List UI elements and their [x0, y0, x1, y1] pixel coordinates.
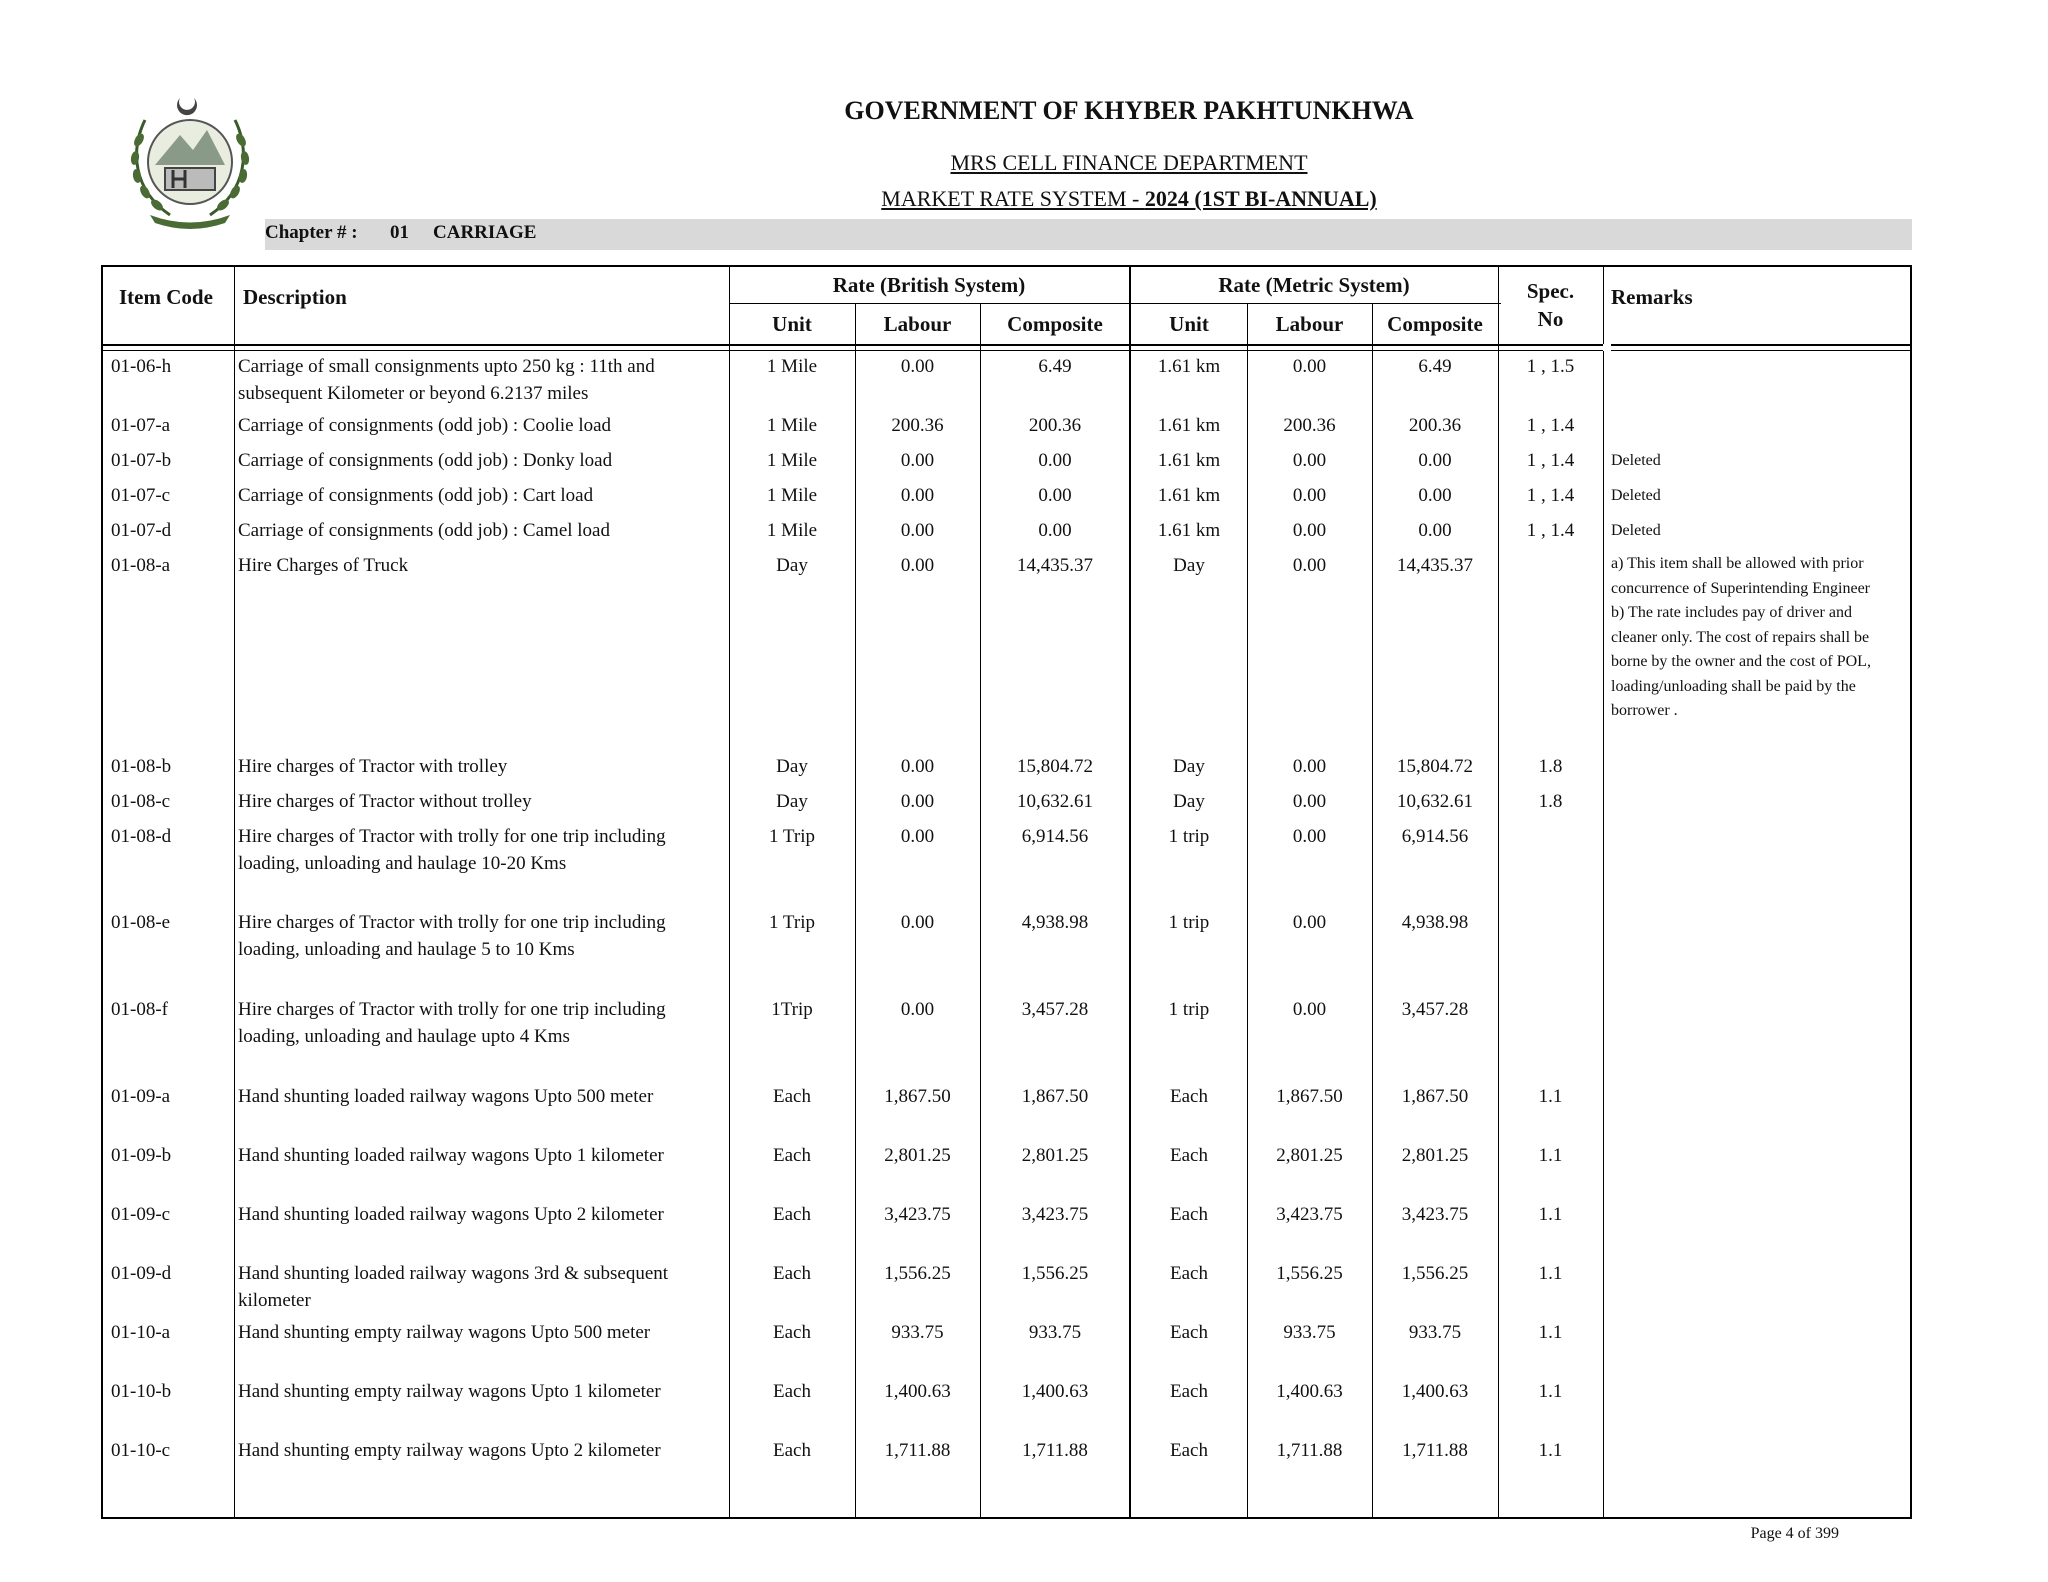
description-cell: Hand shunting loaded railway wagons Upto 2 kilometer	[238, 1204, 664, 1225]
metric-labour-cell: 1,711.88	[1276, 1440, 1343, 1461]
metric-composite-cell: 2,801.25	[1401, 1145, 1469, 1166]
metric-unit-cell: 1.61 km	[1157, 356, 1221, 377]
description-cell: Hand shunting loaded railway wagons Upto 500 meter	[238, 1086, 654, 1107]
spec-cell: 1.1	[1538, 1263, 1563, 1284]
item-code-cell: 01-08-f	[111, 999, 168, 1020]
page-number: Page 4 of 399	[1750, 1525, 1839, 1542]
british-labour-cell: 0.00	[900, 912, 935, 933]
british-labour-cell: 0.00	[900, 756, 935, 777]
metric-composite-cell: 6,914.56	[1401, 826, 1469, 847]
item-code-cell: 01-10-a	[111, 1322, 171, 1343]
metric-unit-cell: Day	[1173, 756, 1205, 777]
spec-cell: 1.1	[1538, 1440, 1563, 1461]
item-code-cell: 01-08-a	[111, 555, 171, 576]
british-labour-cell: 3,423.75	[884, 1204, 951, 1225]
metric-composite-cell: 10,632.61	[1397, 791, 1473, 812]
british-composite-cell: 2,801.25	[1021, 1145, 1089, 1166]
british-labour-cell: 1,400.63	[884, 1381, 951, 1402]
british-unit-cell: Each	[773, 1086, 811, 1107]
metric-composite-cell: 1,867.50	[1401, 1086, 1469, 1107]
metric-composite-cell: 4,938.98	[1401, 912, 1469, 933]
item-code-cell: 01-07-b	[111, 450, 172, 471]
metric-labour-cell: 933.75	[1283, 1322, 1336, 1343]
metric-labour-cell: 0.00	[1292, 555, 1327, 576]
metric-labour-cell: 1,400.63	[1276, 1381, 1343, 1402]
chapter-name: CARRIAGE	[433, 222, 537, 243]
british-composite-cell: 3,457.28	[1021, 999, 1089, 1020]
item-code-cell: 01-08-c	[111, 791, 171, 812]
col-british-rate: Rate (British System)	[832, 273, 1026, 297]
government-title: GOVERNMENT OF KHYBER PAKHTUNKHWA	[844, 96, 1414, 125]
col-british-composite: Composite	[1007, 312, 1103, 336]
british-labour-cell: 0.00	[900, 555, 935, 576]
remarks-cell: Deleted	[1611, 487, 1661, 504]
col-remarks: Remarks	[1611, 285, 1693, 309]
remarks-cell: Deleted	[1611, 452, 1661, 469]
spec-cell: 1 , 1.4	[1526, 415, 1575, 436]
metric-unit-cell: 1 trip	[1168, 999, 1210, 1020]
metric-composite-cell: 6.49	[1418, 356, 1452, 377]
british-composite-cell: 1,867.50	[1021, 1086, 1089, 1107]
description-cell: Hand shunting loaded railway wagons 3rd & subsequent kilometer	[238, 1263, 669, 1311]
british-composite-cell: 1,711.88	[1022, 1440, 1088, 1461]
col-metric-rate: Rate (Metric System)	[1218, 273, 1410, 297]
rates-table	[101, 265, 1912, 1519]
description-cell: Hire charges of Tractor with trolley	[238, 756, 508, 777]
spec-cell: 1.1	[1538, 1204, 1563, 1225]
metric-composite-cell: 0.00	[1418, 450, 1452, 471]
metric-unit-cell: Each	[1170, 1263, 1208, 1284]
british-labour-cell: 0.00	[900, 450, 935, 471]
description-cell: Carriage of small consignments upto 250 kg : 11th and subsequent Kilometer or beyond 6.2137 miles	[238, 356, 655, 404]
chapter-heading	[265, 222, 536, 244]
item-code-cell: 01-07-d	[111, 520, 172, 541]
british-labour-cell: 2,801.25	[884, 1145, 951, 1166]
spec-cell: 1.1	[1538, 1086, 1563, 1107]
item-code-cell: 01-09-b	[111, 1145, 172, 1166]
metric-labour-cell: 0.00	[1292, 912, 1327, 933]
description-cell: Carriage of consignments (odd job) : Cart load	[238, 485, 594, 506]
spec-cell: 1 , 1.5	[1526, 356, 1575, 377]
british-unit-cell: Day	[776, 756, 808, 777]
british-unit-cell: 1 Trip	[769, 826, 815, 847]
metric-labour-cell: 2,801.25	[1276, 1145, 1343, 1166]
british-labour-cell: 933.75	[891, 1322, 944, 1343]
metric-composite-cell: 200.36	[1408, 415, 1462, 436]
description-cell: Hire charges of Tractor without trolley	[238, 791, 532, 812]
description-cell: Hand shunting empty railway wagons Upto 500 meter	[238, 1322, 651, 1343]
british-unit-cell: Each	[773, 1204, 811, 1225]
item-code-cell: 01-10-c	[111, 1440, 171, 1461]
metric-labour-cell: 0.00	[1292, 756, 1327, 777]
col-metric-composite: Composite	[1387, 312, 1483, 336]
department-title: MRS CELL FINANCE DEPARTMENT	[950, 150, 1308, 175]
metric-unit-cell: Each	[1170, 1086, 1208, 1107]
system-period: 2024 (1ST BI-ANNUAL)	[1144, 186, 1377, 211]
british-labour-cell: 1,556.25	[884, 1263, 951, 1284]
british-labour-cell: 0.00	[900, 826, 935, 847]
item-code-cell: 01-10-b	[111, 1381, 172, 1402]
british-unit-cell: Each	[773, 1322, 811, 1343]
british-composite-cell: 15,804.72	[1017, 756, 1093, 777]
item-code-cell: 01-09-a	[111, 1086, 171, 1107]
metric-labour-cell: 1,556.25	[1276, 1263, 1343, 1284]
british-composite-cell: 0.00	[1038, 485, 1072, 506]
british-composite-cell: 1,400.63	[1021, 1381, 1089, 1402]
item-code-cell: 01-09-d	[111, 1263, 172, 1284]
col-description: Description	[243, 285, 347, 309]
british-unit-cell: 1 Mile	[766, 356, 818, 377]
metric-labour-cell: 1,867.50	[1276, 1086, 1343, 1107]
description-cell: Hand shunting empty railway wagons Upto 2 kilometer	[238, 1440, 661, 1461]
metric-unit-cell: Day	[1173, 791, 1205, 812]
british-unit-cell: Day	[776, 791, 808, 812]
metric-unit-cell: Each	[1170, 1381, 1208, 1402]
british-composite-cell: 1,556.25	[1021, 1263, 1089, 1284]
description-cell: Hire charges of Tractor with trolly for one trip including loading, unloading and haulage 5 to 10 Kms	[238, 912, 666, 960]
british-composite-cell: 0.00	[1038, 520, 1072, 541]
item-code-cell: 01-08-b	[111, 756, 172, 777]
description-cell: Carriage of consignments (odd job) : Donky load	[238, 450, 613, 471]
col-metric-labour: Labour	[1275, 312, 1344, 336]
british-composite-cell: 4,938.98	[1021, 912, 1089, 933]
description-cell: Hire charges of Tractor with trolly for one trip including loading, unloading and haulage 10-20 Kms	[238, 826, 666, 874]
metric-composite-cell: 0.00	[1418, 485, 1452, 506]
british-unit-cell: 1 Mile	[766, 450, 818, 471]
british-unit-cell: 1 Mile	[766, 520, 818, 541]
col-british-labour: Labour	[883, 312, 952, 336]
british-unit-cell: 1 Mile	[766, 415, 818, 436]
british-unit-cell: Each	[773, 1440, 811, 1461]
col-spec-no: No	[1537, 307, 1564, 331]
description-cell: Hand shunting loaded railway wagons Upto 1 kilometer	[238, 1145, 664, 1166]
metric-unit-cell: 1.61 km	[1157, 520, 1221, 541]
british-unit-cell: 1 Trip	[769, 912, 815, 933]
british-composite-cell: 3,423.75	[1021, 1204, 1089, 1225]
british-labour-cell: 200.36	[891, 415, 944, 436]
metric-unit-cell: 1 trip	[1168, 826, 1210, 847]
british-unit-cell: Each	[773, 1381, 811, 1402]
metric-labour-cell: 0.00	[1292, 826, 1327, 847]
remarks-cell: Deleted	[1611, 522, 1661, 539]
col-item-code: Item Code	[119, 285, 213, 309]
british-composite-cell: 933.75	[1028, 1322, 1082, 1343]
british-composite-cell: 0.00	[1038, 450, 1072, 471]
british-composite-cell: 6.49	[1038, 356, 1072, 377]
british-composite-cell: 6,914.56	[1021, 826, 1089, 847]
metric-unit-cell: 1.61 km	[1157, 450, 1221, 471]
metric-composite-cell: 14,435.37	[1397, 555, 1473, 576]
british-labour-cell: 0.00	[900, 999, 935, 1020]
metric-unit-cell: Each	[1170, 1440, 1208, 1461]
spec-cell: 1.1	[1538, 1381, 1563, 1402]
metric-unit-cell: Each	[1170, 1322, 1208, 1343]
metric-composite-cell: 1,400.63	[1401, 1381, 1469, 1402]
spec-cell: 1 , 1.4	[1526, 485, 1575, 506]
british-labour-cell: 1,711.88	[884, 1440, 951, 1461]
british-unit-cell: Day	[776, 555, 808, 576]
metric-unit-cell: Each	[1170, 1204, 1208, 1225]
metric-composite-cell: 15,804.72	[1397, 756, 1473, 777]
col-metric-unit: Unit	[1169, 312, 1209, 336]
british-labour-cell: 1,867.50	[884, 1086, 951, 1107]
metric-unit-cell: Day	[1173, 555, 1205, 576]
spec-cell: 1 , 1.4	[1526, 520, 1575, 541]
metric-labour-cell: 0.00	[1292, 520, 1327, 541]
metric-unit-cell: 1.61 km	[1157, 415, 1221, 436]
col-british-unit: Unit	[772, 312, 812, 336]
metric-labour-cell: 0.00	[1292, 485, 1327, 506]
metric-labour-cell: 0.00	[1292, 450, 1327, 471]
metric-composite-cell: 933.75	[1408, 1322, 1462, 1343]
description-cell: Carriage of consignments (odd job) : Camel load	[238, 520, 610, 541]
description-cell: Carriage of consignments (odd job) : Coolie load	[238, 415, 612, 436]
british-unit-cell: Each	[773, 1263, 811, 1284]
metric-composite-cell: 1,711.88	[1402, 1440, 1468, 1461]
metric-labour-cell: 0.00	[1292, 356, 1327, 377]
british-unit-cell: Each	[773, 1145, 811, 1166]
british-labour-cell: 0.00	[900, 356, 935, 377]
metric-unit-cell: 1.61 km	[1157, 485, 1221, 506]
british-labour-cell: 0.00	[900, 485, 935, 506]
system-prefix: MARKET RATE SYSTEM -	[881, 186, 1145, 211]
spec-cell: 1 , 1.4	[1526, 450, 1575, 471]
item-code-cell: 01-07-a	[111, 415, 171, 436]
item-code-cell: 01-07-c	[111, 485, 171, 506]
metric-composite-cell: 3,423.75	[1401, 1204, 1469, 1225]
metric-labour-cell: 0.00	[1292, 791, 1327, 812]
british-labour-cell: 0.00	[900, 791, 935, 812]
british-labour-cell: 0.00	[900, 520, 935, 541]
spec-cell: 1.8	[1538, 791, 1563, 812]
british-composite-cell: 10,632.61	[1017, 791, 1093, 812]
british-unit-cell: 1 Mile	[766, 485, 818, 506]
spec-cell: 1.8	[1538, 756, 1563, 777]
description-cell: Hire charges of Tractor with trolly for one trip including loading, unloading and haulage upto 4 Kms	[238, 999, 666, 1047]
remarks-cell: a) This item shall be allowed with prior concurrence of Superintending Engineer b) The rate includes pay of driver and cleaner only. The cost of repairs shall be borne by the owner and the cost of POL, loading/unloading shall be paid by the borrower .	[1611, 555, 1871, 719]
metric-composite-cell: 3,457.28	[1401, 999, 1469, 1020]
metric-unit-cell: Each	[1170, 1145, 1208, 1166]
british-unit-cell: 1Trip	[771, 999, 813, 1020]
item-code-cell: 01-06-h	[111, 356, 172, 377]
british-composite-cell: 14,435.37	[1017, 555, 1093, 576]
item-code-cell: 01-08-d	[111, 826, 172, 847]
description-cell: Hire Charges of Truck	[238, 555, 409, 576]
metric-composite-cell: 1,556.25	[1401, 1263, 1469, 1284]
metric-composite-cell: 0.00	[1418, 520, 1452, 541]
metric-labour-cell: 3,423.75	[1276, 1204, 1343, 1225]
chapter-label: Chapter # :	[265, 222, 358, 243]
spec-cell: 1.1	[1538, 1322, 1563, 1343]
col-spec: Spec.	[1526, 279, 1575, 303]
metric-unit-cell: 1 trip	[1168, 912, 1210, 933]
metric-labour-cell: 0.00	[1292, 999, 1327, 1020]
system-title	[105, 186, 2048, 212]
british-composite-cell: 200.36	[1028, 415, 1082, 436]
description-cell: Hand shunting empty railway wagons Upto 1 kilometer	[238, 1381, 661, 1402]
metric-labour-cell: 200.36	[1283, 415, 1336, 436]
chapter-number: 01	[390, 222, 409, 243]
spec-cell: 1.1	[1538, 1145, 1563, 1166]
item-code-cell: 01-09-c	[111, 1204, 171, 1225]
item-code-cell: 01-08-e	[111, 912, 171, 933]
